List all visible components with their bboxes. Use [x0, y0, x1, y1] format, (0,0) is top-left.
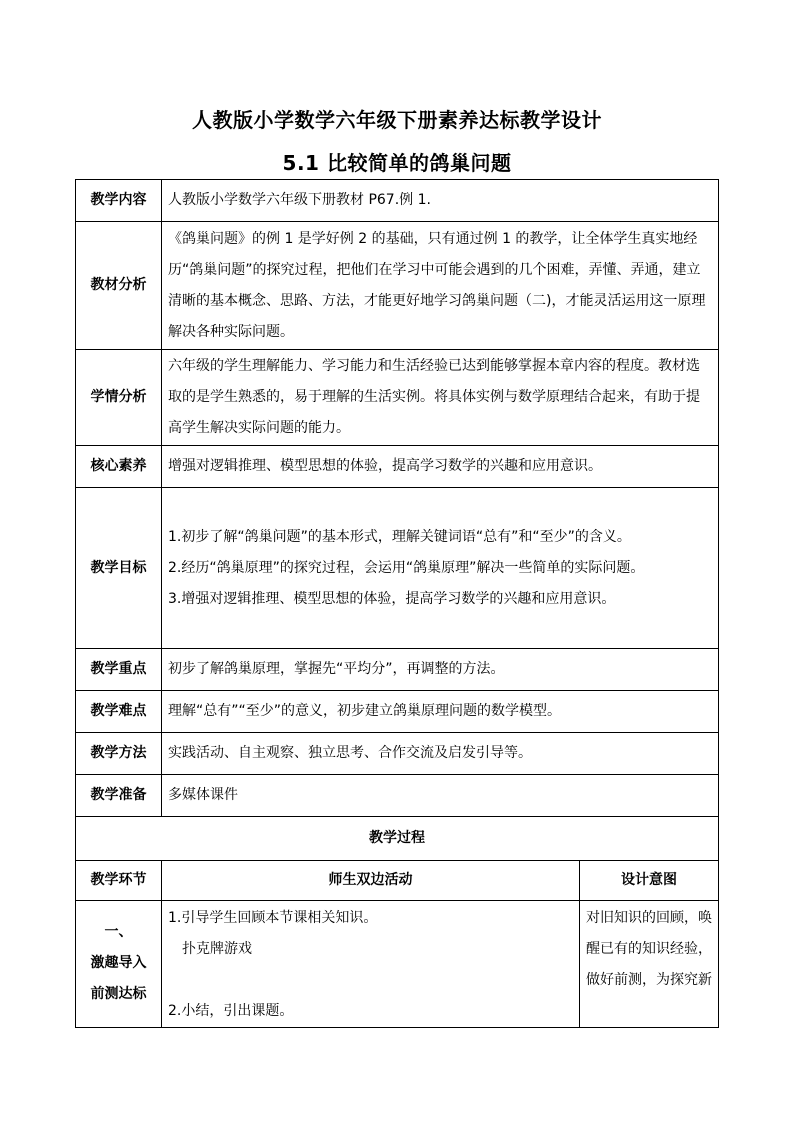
row-stage-1 [76, 901, 719, 1028]
goal-item: 1.初步了解“鸽巢问题”的基本形式，理解关键词语“总有”和“至少”的含义。 [168, 528, 631, 545]
column-activity: 师生双边活动 [162, 861, 580, 901]
row-method [76, 733, 719, 775]
label-literacy: 核心素养 [76, 446, 162, 488]
row-literacy [76, 446, 719, 488]
activity-line: 扑克牌游戏 [182, 941, 252, 957]
row-content [76, 180, 719, 222]
goal-item: 2.经历“鸽巢原理”的探究过程，会运用“鸽巢原理”解决一些简单的实际问题。 [168, 559, 645, 576]
text-method: 实践活动、自主观察、独立思考、合作交流及启发引导等。 [162, 733, 719, 775]
activity-line: 2.小结，引出课题。 [168, 1003, 294, 1019]
text-difficulty: 理解“总有”“至少”的意义，初步建立鸽巢原理问题的数学模型。 [162, 691, 719, 733]
column-stage: 教学环节 [76, 861, 162, 901]
row-process-columns [76, 861, 719, 901]
row-material [76, 222, 719, 350]
label-material: 教材分析 [76, 222, 162, 350]
text-prep: 多媒体课件 [162, 775, 719, 817]
text-material: 《鸽巢问题》的例 1 是学好例 2 的基础，只有通过例 1 的教学，让全体学生真实地经历“鸽巢问题”的探究过程，把他们在学习中可能会遇到的几个困难，弄懂、弄通，建立清晰的基本概念、思路、方法，才能更好地学习鸽巢问题（二)，才能灵活运用这一原理解决各种实际问题。 [162, 222, 719, 350]
page-title: 人教版小学数学六年级下册素养达标教学设计 [192, 108, 602, 132]
stage-1-activity [162, 901, 580, 1028]
label-key: 教学重点 [76, 649, 162, 691]
stage-name: 前测达标 [90, 986, 147, 1002]
process-header: 教学过程 [76, 817, 719, 861]
goal-item: 3.增强对逻辑推理、模型思想的体验，提高学习数学的兴趣和应用意识。 [168, 590, 616, 607]
text-literacy: 增强对逻辑推理、模型思想的体验，提高学习数学的兴趣和应用意识。 [162, 446, 719, 488]
page-subtitle: 5.1 比较简单的鸽巢问题 [282, 151, 512, 175]
stage-number: 一、 [104, 924, 133, 940]
label-prep: 教学准备 [76, 775, 162, 817]
row-prep [76, 775, 719, 817]
column-intent: 设计意图 [580, 861, 719, 901]
row-difficulty [76, 691, 719, 733]
text-students: 六年级的学生理解能力、学习能力和生活经验已达到能够掌握本章内容的程度。教材选取的是学生熟悉的，易于理解的生活实例。将具体实例与数学原理结合起来，有助于提高学生解决实际问题的能力。 [162, 350, 719, 446]
text-goals [162, 488, 719, 649]
stage-name: 激趣导入 [90, 955, 147, 971]
lesson-plan-table [75, 179, 719, 1028]
row-goals [76, 488, 719, 649]
stage-1-intent: 对旧知识的回顾，唤醒已有的知识经验，做好前测，为探究新 [580, 901, 719, 1028]
row-process-header [76, 817, 719, 861]
label-method: 教学方法 [76, 733, 162, 775]
text-key: 初步了解鸽巢原理，掌握先“平均分”，再调整的方法。 [162, 649, 719, 691]
row-key [76, 649, 719, 691]
row-students [76, 350, 719, 446]
label-goals: 教学目标 [76, 488, 162, 649]
stage-1-label [76, 901, 162, 1028]
label-content: 教学内容 [76, 180, 162, 222]
label-students: 学情分析 [76, 350, 162, 446]
label-difficulty: 教学难点 [76, 691, 162, 733]
activity-line: 1.引导学生回顾本节课相关知识。 [168, 910, 378, 926]
text-content: 人教版小学数学六年级下册教材 P67.例 1. [162, 180, 719, 222]
